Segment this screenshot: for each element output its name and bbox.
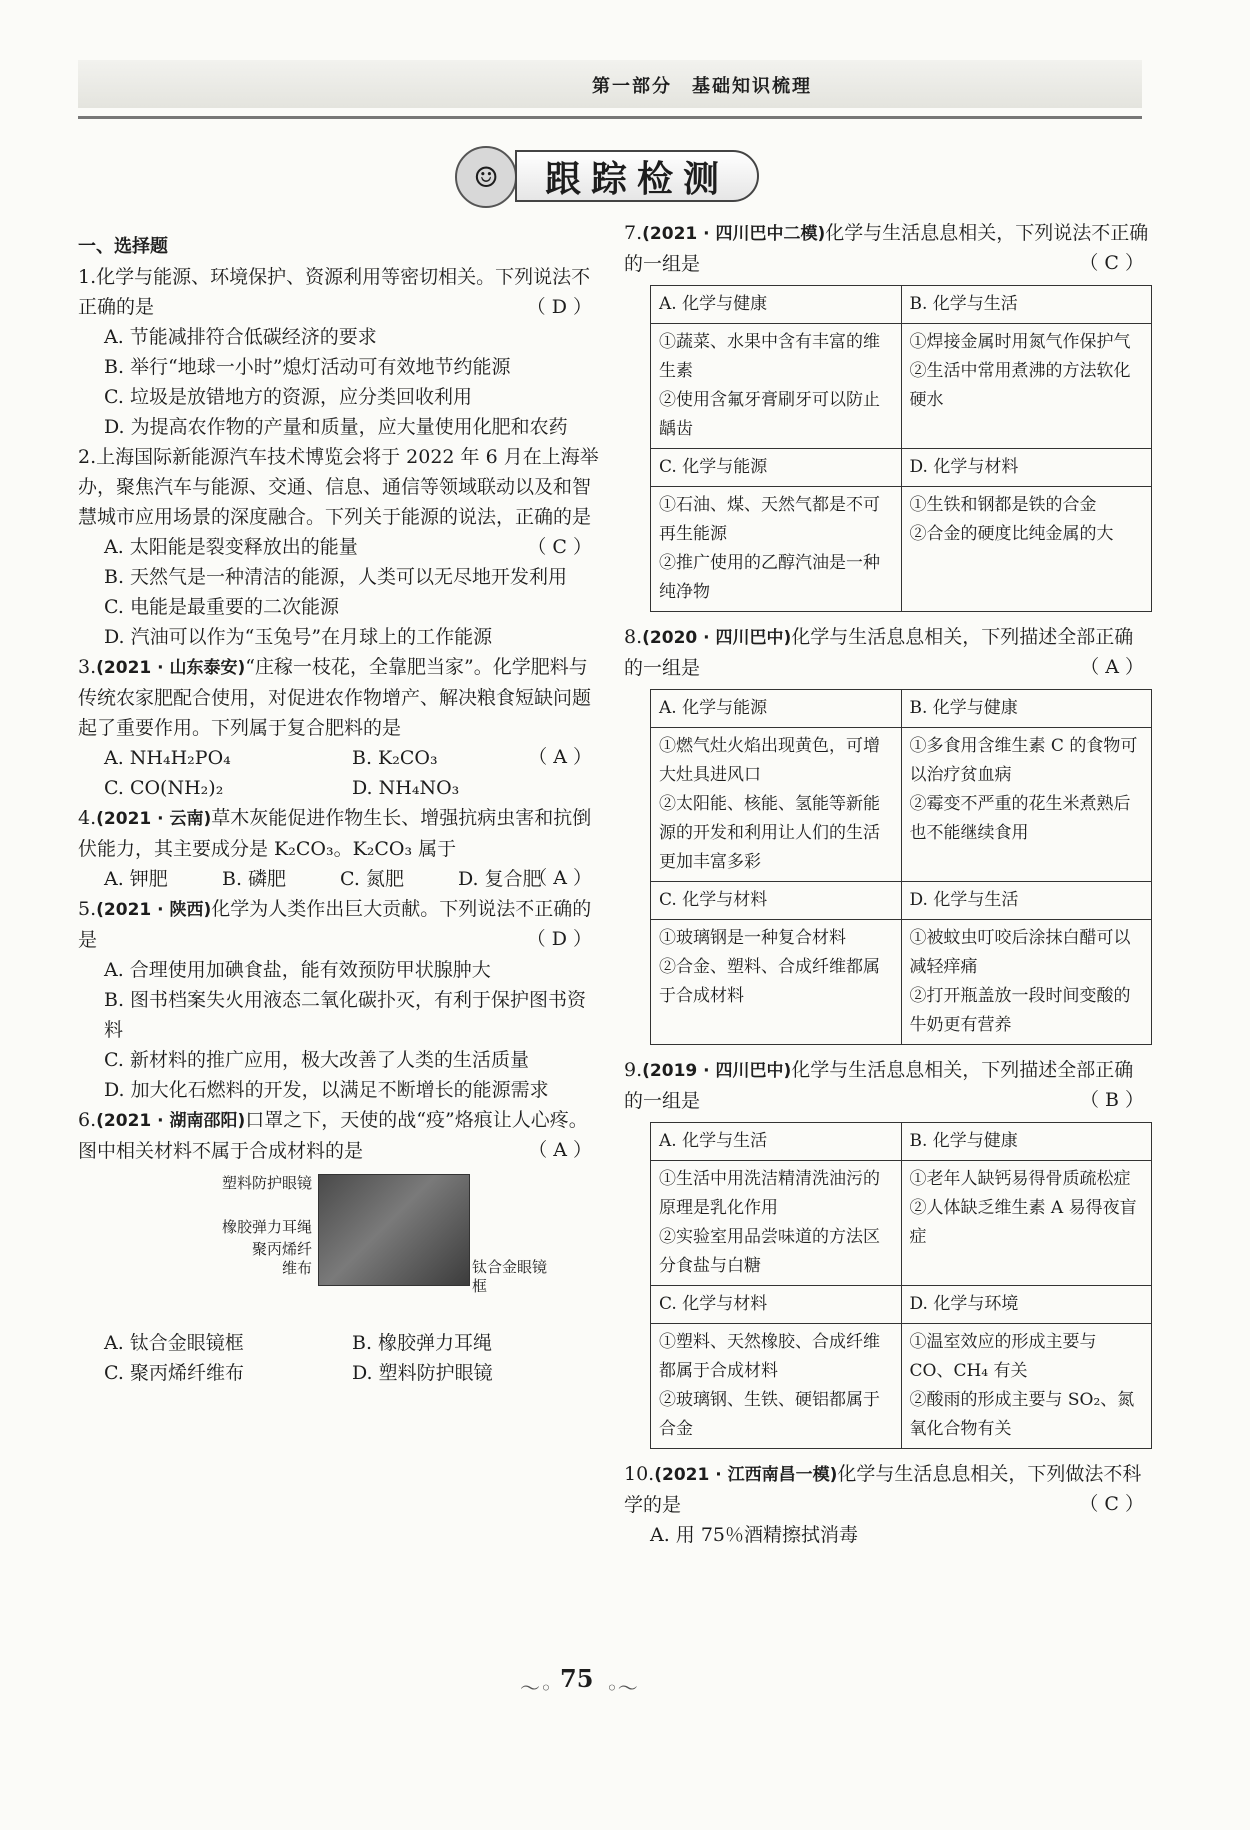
question-source: (2021 · 四川巴中二模) <box>642 224 826 244</box>
mascot-icon: ☺ <box>455 146 517 208</box>
answer: （ A ） <box>528 746 592 768</box>
table-cell: ①生活中用洗洁精清洗油污的原理是乳化作用 ②实验室用品尝味道的方法区分食盐与白糖 <box>651 1161 902 1286</box>
question-source: (2021 · 云南) <box>96 809 212 829</box>
question-number: 3. <box>78 656 97 678</box>
question-source: (2020 · 四川巴中) <box>642 628 792 648</box>
table-cell: B. 化学与健康 <box>901 1123 1152 1161</box>
question-number: 5. <box>78 898 97 920</box>
table-cell: B. 化学与健康 <box>901 690 1152 728</box>
question-8 <box>624 622 1152 1045</box>
figure-label: 橡胶弹力耳绳 <box>221 1218 312 1236</box>
question-source: (2021 · 湖南邵阳) <box>96 1111 246 1131</box>
question-text: 化学为人类作出巨大贡献。下列说法不正确的是 <box>78 898 592 951</box>
question-stem: 1.化学与能源、环境保护、资源利用等密切相关。下列说法不正确的是 <box>78 266 591 318</box>
section-banner <box>455 142 785 210</box>
option: A. 用 75％酒精擦拭消毒 <box>650 1524 859 1546</box>
answer: （ A ） <box>1080 656 1144 678</box>
option: B. 天然气是一种清洁的能源，人类可以无尽地开发利用 <box>104 566 568 588</box>
question-2 <box>78 442 600 652</box>
option: D. 塑料防护眼镜 <box>352 1362 493 1384</box>
option: B. 图书档案失火用液态二氧化碳扑灭，有利于保护图书资料 <box>104 989 587 1041</box>
ornament-left-icon: ～◦ <box>520 1676 552 1700</box>
option-table <box>650 285 1152 612</box>
option: C. CO(NH₂)₂ <box>104 777 224 799</box>
question-number: 7. <box>624 222 643 244</box>
question-text: 化学与生活息息相关，下列描述全部正确的一组是 <box>624 626 1134 679</box>
option: C. 聚丙烯纤维布 <box>104 1362 244 1384</box>
option: A. 钛合金眼镜框 <box>104 1332 244 1354</box>
question-5 <box>78 894 600 1105</box>
question-stem <box>78 652 600 743</box>
question-stem <box>624 1459 1152 1520</box>
question-6 <box>78 1105 600 1388</box>
table-cell: B. 化学与生活 <box>901 286 1152 324</box>
question-text: 草木灰能促进作物生长、增强抗病虫害和抗倒伏能力，其主要成分是 K₂CO₃。K₂CO₃ 属于 <box>78 807 592 860</box>
option-table <box>650 1122 1152 1449</box>
question-stem <box>78 1105 600 1166</box>
page-header <box>78 60 1142 122</box>
question-text: 化学与生活息息相关，下列描述全部正确的一组是 <box>624 1059 1134 1112</box>
question-text: 化学与生活息息相关，下列做法不科学的是 <box>624 1463 1142 1516</box>
question-stem <box>624 1055 1152 1116</box>
table-cell: ①塑料、天然橡胶、合成纤维都属于合成材料 ②玻璃钢、生铁、硬铝都属于合金 <box>651 1324 902 1449</box>
option: C. 电能是最重要的二次能源 <box>104 596 339 618</box>
banner-title: 跟踪检测 <box>515 150 759 202</box>
table-cell: ①石油、煤、天然气都是不可再生能源 ②推广使用的乙醇汽油是一种纯净物 <box>651 487 902 612</box>
question-stem <box>78 894 600 955</box>
answer: （ C ） <box>1079 1493 1144 1515</box>
table-cell: C. 化学与材料 <box>651 882 902 920</box>
option: D. 为提高农作物的产量和质量，应大量使用化肥和农药 <box>104 416 568 438</box>
header-rule <box>78 116 1142 119</box>
question-text: 口罩之下，天使的战“疫”烙痕让人心疼。图中相关材料不属于合成材料的是 <box>78 1109 588 1162</box>
question-3 <box>78 652 600 803</box>
option: A. 合理使用加碘食盐，能有效预防甲状腺肿大 <box>104 959 491 981</box>
question-text: 化学与生活息息相关，下列说法不正确的一组是 <box>624 222 1149 275</box>
option: B. 磷肥 <box>222 868 287 890</box>
ornament-right-icon: ◦～ <box>606 1676 638 1700</box>
table-cell: ①焊接金属时用氮气作保护气 ②生活中常用煮沸的方法软化硬水 <box>901 324 1152 449</box>
answer: （ C ） <box>527 536 592 558</box>
table-cell: A. 化学与能源 <box>651 690 902 728</box>
question-number: 10. <box>624 1463 655 1485</box>
question-number: 4. <box>78 807 97 829</box>
right-column <box>624 218 1152 1550</box>
option: A. NH₄H₂PO₄ <box>104 747 231 769</box>
table-cell: A. 化学与生活 <box>651 1123 902 1161</box>
table-cell: A. 化学与健康 <box>651 286 902 324</box>
option: C. 氮肥 <box>340 868 404 890</box>
answer: （ B ） <box>1079 1089 1144 1111</box>
table-cell: ①生铁和钢都是铁的合金 ②合金的硬度比纯金属的大 <box>901 487 1152 612</box>
table-cell: ①老年人缺钙易得骨质疏松症 ②人体缺乏维生素 A 易得夜盲症 <box>901 1161 1152 1286</box>
option: C. 垃圾是放错地方的资源，应分类回收利用 <box>104 386 472 408</box>
option: A. 太阳能是裂变释放出的能量 <box>104 536 358 558</box>
question-source: (2021 · 江西南昌一模) <box>654 1465 838 1485</box>
question-10 <box>624 1459 1152 1550</box>
answer: （ A ） <box>528 867 592 889</box>
answer: （ C ） <box>1079 252 1144 274</box>
option-row <box>78 1358 600 1388</box>
option-row <box>78 743 600 773</box>
question-stem: 2.上海国际新能源汽车技术博览会将于 2022 年 6 月在上海举办，聚焦汽车与能源、交通、信息、通信等领域联动以及和智慧城市应用场景的深度融合。下列关于能源的说法，正确的是 <box>78 446 599 528</box>
table-cell: ①玻璃钢是一种复合材料 ②合金、塑料、合成纤维都属于合成材料 <box>651 920 902 1045</box>
question-9 <box>624 1055 1152 1449</box>
table-cell: ①温室效应的形成主要与 CO、CH₄ 有关 ②酸雨的形成主要与 SO₂、氮氧化合物有关 <box>901 1324 1152 1449</box>
option: B. K₂CO₃ <box>352 747 438 769</box>
option: D. 加大化石燃料的开发，以满足不断增长的能源需求 <box>104 1079 549 1101</box>
question-stem <box>624 622 1152 683</box>
figure-label: 钛合金眼镜框 <box>472 1258 548 1295</box>
question-4 <box>78 803 600 894</box>
figure-label: 塑料防护眼镜 <box>221 1174 312 1192</box>
answer: （ D ） <box>526 928 592 950</box>
table-cell: ①多食用含维生素 C 的食物可以治疗贫血病 ②霉变不严重的花生米煮熟后也不能继续食用 <box>901 728 1152 882</box>
option: B. 橡胶弹力耳绳 <box>352 1332 493 1354</box>
table-cell: D. 化学与材料 <box>901 449 1152 487</box>
table-cell: C. 化学与能源 <box>651 449 902 487</box>
question-source: (2021 · 山东泰安) <box>96 658 246 678</box>
question-stem <box>624 218 1152 279</box>
question-7 <box>624 218 1152 612</box>
figure-label: 聚丙烯纤维布 <box>251 1240 312 1277</box>
section-title: 一、选择题 <box>78 236 168 257</box>
question-number: 8. <box>624 626 643 648</box>
table-cell: D. 化学与环境 <box>901 1286 1152 1324</box>
option: C. 新材料的推广应用，极大改善了人类的生活质量 <box>104 1049 529 1071</box>
question-source: (2021 · 陕西) <box>96 900 212 920</box>
option: A. 钾肥 <box>104 868 168 890</box>
table-cell: C. 化学与材料 <box>651 1286 902 1324</box>
option: B. 举行“地球一小时”熄灯活动可有效地节约能源 <box>104 356 511 378</box>
mask-figure <box>78 1174 600 1324</box>
header-text: 第一部分 基础知识梳理 <box>592 76 812 97</box>
option: A. 节能减排符合低碳经济的要求 <box>104 326 377 348</box>
question-1 <box>78 262 600 442</box>
table-cell: ①被蚊虫叮咬后涂抹白醋可以减轻痒痛 ②打开瓶盖放一段时间变酸的牛奶更有营养 <box>901 920 1152 1045</box>
table-cell: ①燃气灶火焰出现黄色，可增大灶具进风口 ②太阳能、核能、氢能等新能源的开发和利用让人们的生活更加丰富多彩 <box>651 728 902 882</box>
question-number: 9. <box>624 1059 643 1081</box>
answer: （ A ） <box>528 1139 592 1161</box>
option-row <box>78 1328 600 1358</box>
question-number: 6. <box>78 1109 97 1131</box>
option: D. 复合肥 <box>458 868 542 890</box>
table-cell: D. 化学与生活 <box>901 882 1152 920</box>
option: D. 汽油可以作为“玉兔号”在月球上的工作能源 <box>104 626 493 648</box>
left-column <box>78 232 600 1388</box>
question-stem <box>78 803 600 864</box>
mask-photo <box>318 1174 470 1286</box>
option-row <box>78 773 600 803</box>
table-cell: ①蔬菜、水果中含有丰富的维生素 ②使用含氟牙膏刷牙可以防止龋齿 <box>651 324 902 449</box>
question-text: “庄稼一枝花，全靠肥当家”。化学肥料与传统农家肥配合使用，对促进农作物增产、解决粮食短缺问题起了重要作用。下列属于复合肥料的是 <box>78 656 592 739</box>
option-table <box>650 689 1152 1045</box>
option: D. NH₄NO₃ <box>352 777 460 799</box>
question-source: (2019 · 四川巴中) <box>642 1061 792 1081</box>
page-number: 75 <box>560 1664 594 1693</box>
option-row <box>78 864 600 894</box>
answer: （ D ） <box>526 296 592 318</box>
